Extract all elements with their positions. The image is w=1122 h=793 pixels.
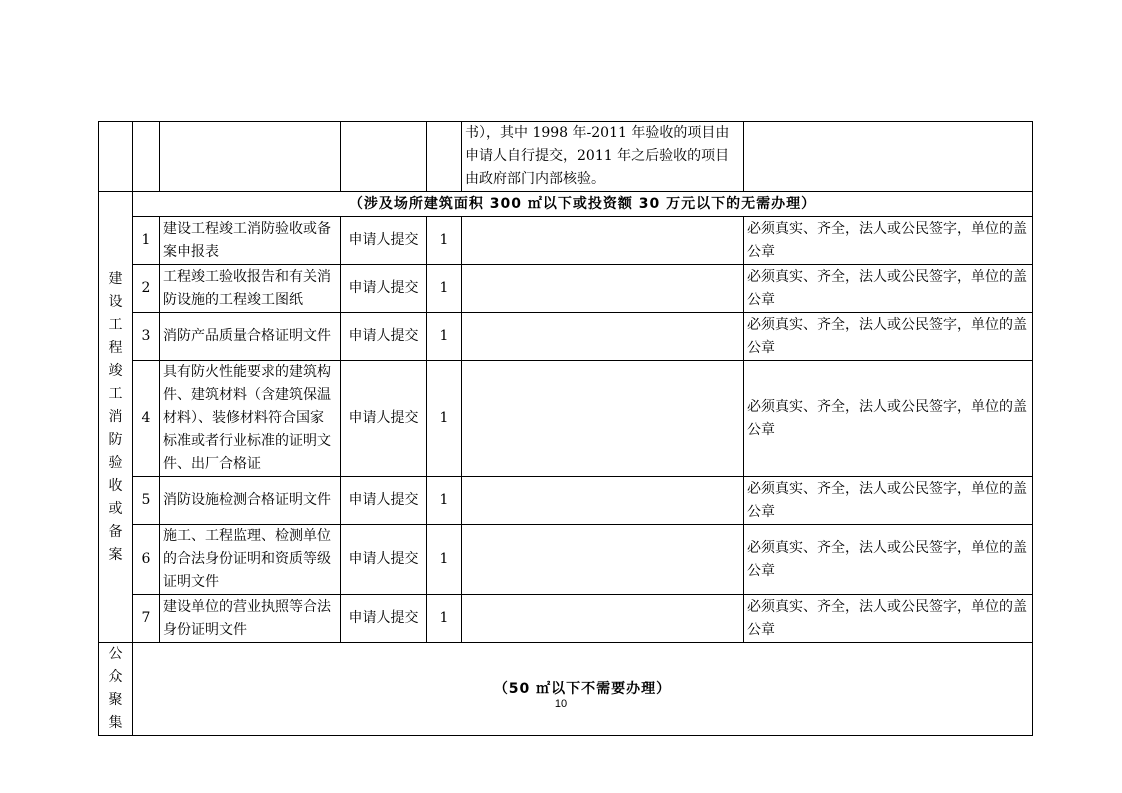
table-row [99,217,1033,265]
material-basis [462,361,744,477]
material-requirement: 必须真实、齐全，法人或公民签字，单位的盖公章 [744,313,1033,361]
material-count: 1 [427,217,462,265]
material-name: 建设工程竣工消防验收或备案申报表 [160,217,341,265]
material-source: 申请人提交 [341,265,427,313]
material-count: 1 [427,477,462,525]
material-count: 1 [427,595,462,643]
material-source: 申请人提交 [341,217,427,265]
material-name: 具有防火性能要求的建筑构件、建筑材料（含建筑保温材料）、装修材料符合国家标准或者行业标准的证明文件、出厂合格证 [160,361,341,477]
public-section-row [99,643,1033,736]
material-requirement: 必须真实、齐全，法人或公民签字，单位的盖公章 [744,217,1033,265]
row-number: 5 [133,477,160,525]
table-row [99,525,1033,595]
row-number: 7 [133,595,160,643]
continuation-note: 书），其中 1998 年-2011 年验收的项目由申请人自行提交，2011 年之后验收的项目由政府部门内部核验。 [462,122,744,192]
construction-banner-row [99,192,1033,217]
material-count: 1 [427,265,462,313]
material-name: 消防设施检测合格证明文件 [160,477,341,525]
material-requirement: 必须真实、齐全，法人或公民签字，单位的盖公章 [744,477,1033,525]
material-source: 申请人提交 [341,313,427,361]
material-requirement: 必须真实、齐全，法人或公民签字，单位的盖公章 [744,361,1033,477]
material-name: 施工、工程监理、检测单位的合法身份证明和资质等级证明文件 [160,525,341,595]
table-row [99,477,1033,525]
material-source: 申请人提交 [341,477,427,525]
material-requirement: 必须真实、齐全，法人或公民签字，单位的盖公章 [744,595,1033,643]
material-basis [462,595,744,643]
material-name: 建设单位的营业执照等合法身份证明文件 [160,595,341,643]
section-title-public: 公众聚集 [99,643,133,736]
material-source: 申请人提交 [341,525,427,595]
material-source: 申请人提交 [341,361,427,477]
material-count: 1 [427,361,462,477]
public-banner: （50 ㎡以下不需要办理） [133,643,1033,736]
row-number: 3 [133,313,160,361]
table-row [99,265,1033,313]
table-row [99,361,1033,477]
row-number: 4 [133,361,160,477]
construction-banner: （涉及场所建筑面积 300 ㎡以下或投资额 30 万元以下的无需办理） [133,192,1033,217]
continuation-row [99,122,1033,192]
material-requirement: 必须真实、齐全，法人或公民签字，单位的盖公章 [744,265,1033,313]
material-basis [462,313,744,361]
table-row [99,595,1033,643]
page-number: 10 [554,698,568,710]
table-row [99,313,1033,361]
material-name: 工程竣工验收报告和有关消防设施的工程竣工图纸 [160,265,341,313]
material-requirement: 必须真实、齐全，法人或公民签字，单位的盖公章 [744,525,1033,595]
material-count: 1 [427,313,462,361]
section-title-construction: 建设工程竣工消防验收或备案 [99,192,133,643]
row-number: 6 [133,525,160,595]
material-basis [462,525,744,595]
material-basis [462,477,744,525]
row-number: 2 [133,265,160,313]
row-number: 1 [133,217,160,265]
requirements-table [98,121,1033,736]
material-count: 1 [427,525,462,595]
material-basis [462,265,744,313]
material-source: 申请人提交 [341,595,427,643]
material-basis [462,217,744,265]
material-name: 消防产品质量合格证明文件 [160,313,341,361]
